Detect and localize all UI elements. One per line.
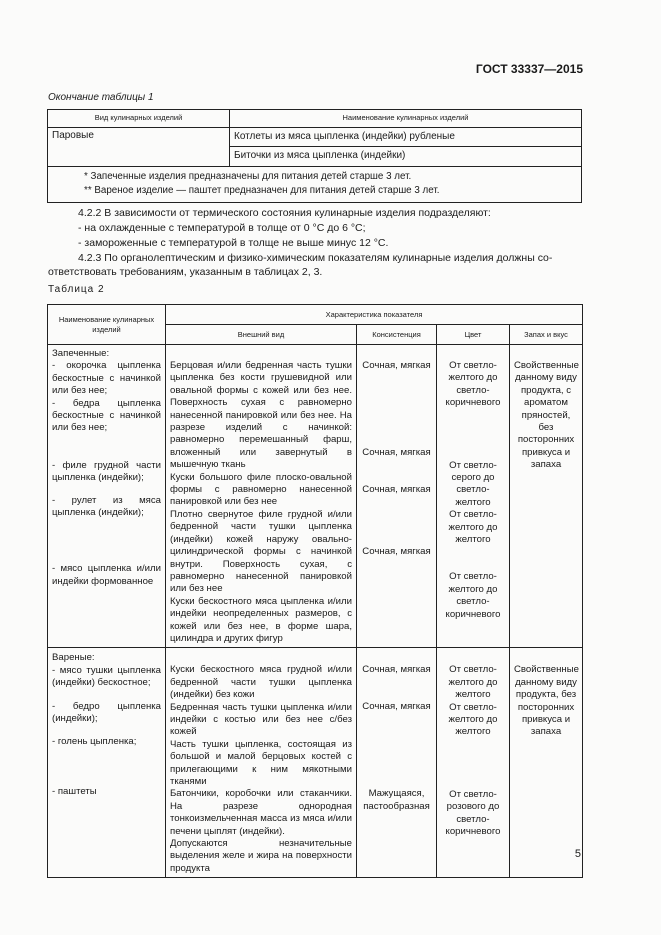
boiled-names-cell: [48, 648, 166, 878]
table1-col2-header: Наименование кулинарных изделий: [230, 110, 582, 128]
appearance-text: Куски большого филе плоско-овальной формы с равномерно нанесенной панировкой или без нее: [170, 471, 352, 508]
product-name: - филе грудной части цыпленка (индейки);: [52, 459, 161, 484]
page-number: 5: [574, 848, 581, 860]
consistency-text: Сочная, мягкая: [362, 360, 431, 371]
boiled-smell-cell: [510, 648, 583, 878]
standard-number: ГОСТ 33337—2015: [475, 62, 583, 76]
group-title: Запеченные:: [52, 348, 110, 359]
appearance-text: Батончики, коробочки или стаканчики. На разрезе однородная тонкоизмельченная масса из мяса и/или печени цыплят (индейки).: [170, 788, 352, 837]
appearance-text: Допускаются незначительные выделения желе и жира на поверхности продукта: [170, 838, 352, 874]
appearance-text: Часть тушки цыпленка, состоящая из большой и малой берцовых костей с прилегающими к ним мякотными тканями: [170, 738, 352, 787]
appearance-text: Бедренная часть тушки цыпленка и/или индейки с костью или без нее с/без кожей: [170, 701, 352, 738]
paragraph: 4.2.3 По органолептическим и физико-химическим показателям кулинарные изделия должны со-: [78, 252, 553, 264]
product-name: - голень цыпленка;: [52, 736, 137, 748]
table-continuation-caption: Окончание таблицы 1: [48, 92, 154, 103]
product-name: - окорочка цыпленка бескостные с начинкой или без нее;: [52, 360, 161, 397]
color-text: От светло-серого до светло-желтого: [449, 459, 497, 508]
baked-smell-cell: [510, 345, 583, 648]
table1-item: Биточки из мяса цыпленка (индейки): [230, 147, 582, 167]
appearance-text: Куски бескостного мяса цыпленка и/или индейки неопределенных размеров, с кожей или без нее, в форме шара, цилиндра и других фигур: [170, 595, 352, 644]
header-consistency: Консистенция: [357, 325, 437, 345]
product-name: - бедра цыпленка бескостные с начинкой или без нее;: [52, 397, 161, 434]
header-appearance: Внешний вид: [166, 325, 357, 345]
color-text: От светло-желтого до желтого: [448, 664, 498, 701]
product-name: - паштеты: [52, 785, 97, 797]
table1-note: ** Вареное изделие — паштет предназначен для питания детей старше 3 лет.: [84, 184, 440, 196]
product-name: - мясо цыпленка и/или индейки формованное: [52, 563, 161, 587]
appearance-text: Берцовая и/или бедренная часть тушки цыпленка без кости грушевидной или овальной формы с кожей или без нее. Поверхность сухая с равномерно нанесенной панировкой или без нее. На разрезе изделий с начинкой: равномерно перемешанный фарш, вложенный или завернутый в мышечную ткань: [170, 360, 352, 471]
product-name: - мясо тушки цыпленка (индейки) бескостное;: [52, 664, 161, 689]
consistency-text: Сочная, мягкая: [362, 700, 431, 712]
header-smell-taste: Запах и вкус: [510, 325, 583, 345]
table-2: [47, 304, 583, 878]
table1-notes: [48, 166, 582, 202]
table-1: [47, 109, 582, 203]
product-name: - бедро цыпленка (индейки);: [52, 700, 161, 724]
boiled-consistency-cell: [357, 648, 437, 878]
paragraph: - на охлажденные с температурой в толще от 0 °С до 6 °С;: [78, 222, 366, 234]
paragraph: 4.2.2 В зависимости от термического состояния кулинарные изделия подразделяют:: [78, 207, 491, 219]
smell-text: Свойственные данному виду продукта, без посторонних привкуса и запаха: [514, 664, 579, 738]
smell-text: Свойственные данному виду продукта, с ароматом пряностей, без посторонних привкуса и запаха: [514, 360, 579, 471]
table1-item: Котлеты из мяса цыпленка (индейки) рубленые: [230, 127, 582, 147]
baked-color-cell: [437, 345, 510, 648]
color-text: От светло-желтого до желтого: [448, 509, 498, 546]
table1-group: Паровые: [48, 127, 230, 166]
consistency-text: Сочная, мягкая: [362, 483, 431, 495]
boiled-appearance-cell: [166, 648, 357, 878]
table2-label: Таблица 2: [48, 284, 105, 295]
baked-appearance-cell: [166, 345, 357, 648]
consistency-text: Мажущаяся, пастообразная: [363, 788, 430, 812]
product-name: - рулет из мяса цыпленка (индейки);: [52, 494, 161, 519]
header-characteristic: Характеристика показателя: [166, 305, 583, 325]
boiled-color-cell: [437, 648, 510, 878]
group-title: Вареные:: [52, 652, 95, 664]
color-text: От светло-желтого до желтого: [448, 701, 498, 738]
paragraph: - замороженные с температурой в толще не выше минус 12 °С.: [78, 237, 389, 249]
header-name: Наименование кулинарных изделий: [48, 305, 166, 345]
consistency-text: Сочная, мягкая: [362, 447, 431, 459]
appearance-text: Плотно свернутое филе грудной и/или бедренной части тушки цыпленка (индейки) кожей наружу овально-цилиндрической формы с начинкой внутри. Поверхность сухая, с равномерно нанесенной панировкой или без нее: [170, 508, 352, 595]
color-text: От светло-розового до светло-коричневого: [445, 788, 501, 837]
table1-col1-header: Вид кулинарных изделий: [48, 110, 230, 128]
consistency-text: Сочная, мягкая: [362, 664, 431, 676]
table1-note: * Запеченные изделия предназначены для питания детей старше 3 лет.: [84, 170, 412, 182]
appearance-text: Куски бескостного мяса грудной и/или бедренной части тушки цыпленка (индейки) без кожи: [170, 664, 352, 701]
color-text: От светло-желтого до светло-коричневого: [445, 571, 501, 620]
baked-consistency-cell: [357, 345, 437, 648]
baked-names-cell: [48, 345, 166, 648]
consistency-text: Сочная, мягкая: [362, 546, 431, 558]
color-text: От светло-желтого до светло-коричневого: [445, 360, 501, 409]
header-color: Цвет: [437, 325, 510, 345]
paragraph: ответствовать требованиям, указанным в таблицах 2, 3.: [48, 266, 323, 278]
